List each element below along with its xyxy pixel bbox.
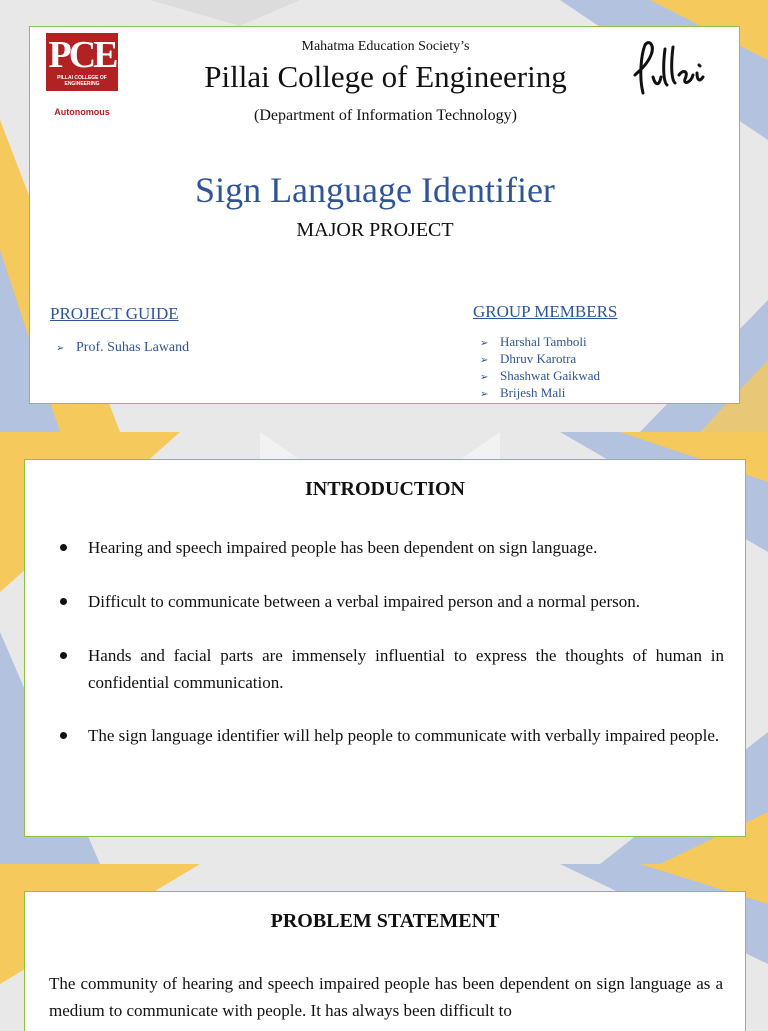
member-name: Dhruv Karotra bbox=[500, 351, 577, 366]
list-item bbox=[480, 385, 600, 402]
logo-subtext: PILLAI COLLEGE OF ENGINEERING bbox=[57, 75, 107, 87]
list-item bbox=[58, 642, 724, 696]
member-name: Shashwat Gaikwad bbox=[500, 368, 601, 383]
arrow-bullet-icon: ➢ bbox=[480, 338, 489, 349]
problem-statement-heading: PROBLEM STATEMENT bbox=[270, 910, 500, 932]
member-name: Brijesh Mali bbox=[500, 385, 566, 400]
bullet-dot-icon bbox=[60, 652, 67, 659]
problem-statement-paragraph: The community of hearing and speech impaired people has been dependent on sign language as a medium to communicate with people. It has always been difficult to bbox=[49, 974, 723, 1020]
introduction-slide bbox=[24, 459, 746, 837]
problem-statement-slide bbox=[24, 891, 746, 1031]
title-slide bbox=[29, 26, 740, 404]
arrow-bullet-icon: ➢ bbox=[480, 372, 489, 383]
list-item bbox=[480, 334, 600, 351]
society-name: Mahatma Education Society’s bbox=[301, 39, 470, 54]
college-name: Pillai College of Engineering bbox=[204, 59, 567, 94]
project-title: Sign Language Identifier bbox=[195, 170, 555, 210]
member-name: Harshal Tamboli bbox=[500, 334, 587, 349]
list-item bbox=[58, 588, 724, 615]
group-members-list bbox=[480, 334, 600, 402]
project-guide-heading: PROJECT GUIDE bbox=[50, 304, 179, 323]
bullet-text: Difficult to communicate between a verbal impaired person and a normal person. bbox=[88, 592, 640, 611]
introduction-heading: INTRODUCTION bbox=[304, 478, 466, 500]
department-name: (Department of Information Technology) bbox=[254, 107, 517, 124]
bullet-dot-icon bbox=[60, 544, 67, 551]
introduction-bullets bbox=[58, 534, 724, 749]
list-item bbox=[58, 534, 724, 561]
bullet-dot-icon bbox=[60, 598, 67, 605]
arrow-bullet-icon: ➢ bbox=[56, 343, 65, 354]
bullet-text: The sign language identifier will help people to communicate with verbally impaired people. bbox=[88, 726, 720, 745]
group-members-heading: GROUP MEMBERS bbox=[473, 302, 618, 321]
arrow-bullet-icon: ➢ bbox=[480, 355, 489, 366]
logo-letters: PCE bbox=[48, 34, 116, 76]
signature-icon bbox=[629, 37, 709, 103]
bullet-dot-icon bbox=[60, 732, 67, 739]
project-guide-name bbox=[56, 340, 189, 356]
list-item bbox=[480, 368, 600, 385]
bullet-text: Hands and facial parts are immensely influential to express the thoughts of human in confidential communication. bbox=[88, 646, 724, 692]
arrow-bullet-icon: ➢ bbox=[480, 389, 489, 400]
logo-caption: Autonomous bbox=[54, 107, 110, 117]
project-subtitle: MAJOR PROJECT bbox=[296, 219, 454, 241]
list-item bbox=[480, 351, 600, 368]
guide-name-text: Prof. Suhas Lawand bbox=[76, 340, 190, 355]
bullet-text: Hearing and speech impaired people has been dependent on sign language. bbox=[88, 538, 598, 557]
list-item bbox=[58, 722, 724, 749]
